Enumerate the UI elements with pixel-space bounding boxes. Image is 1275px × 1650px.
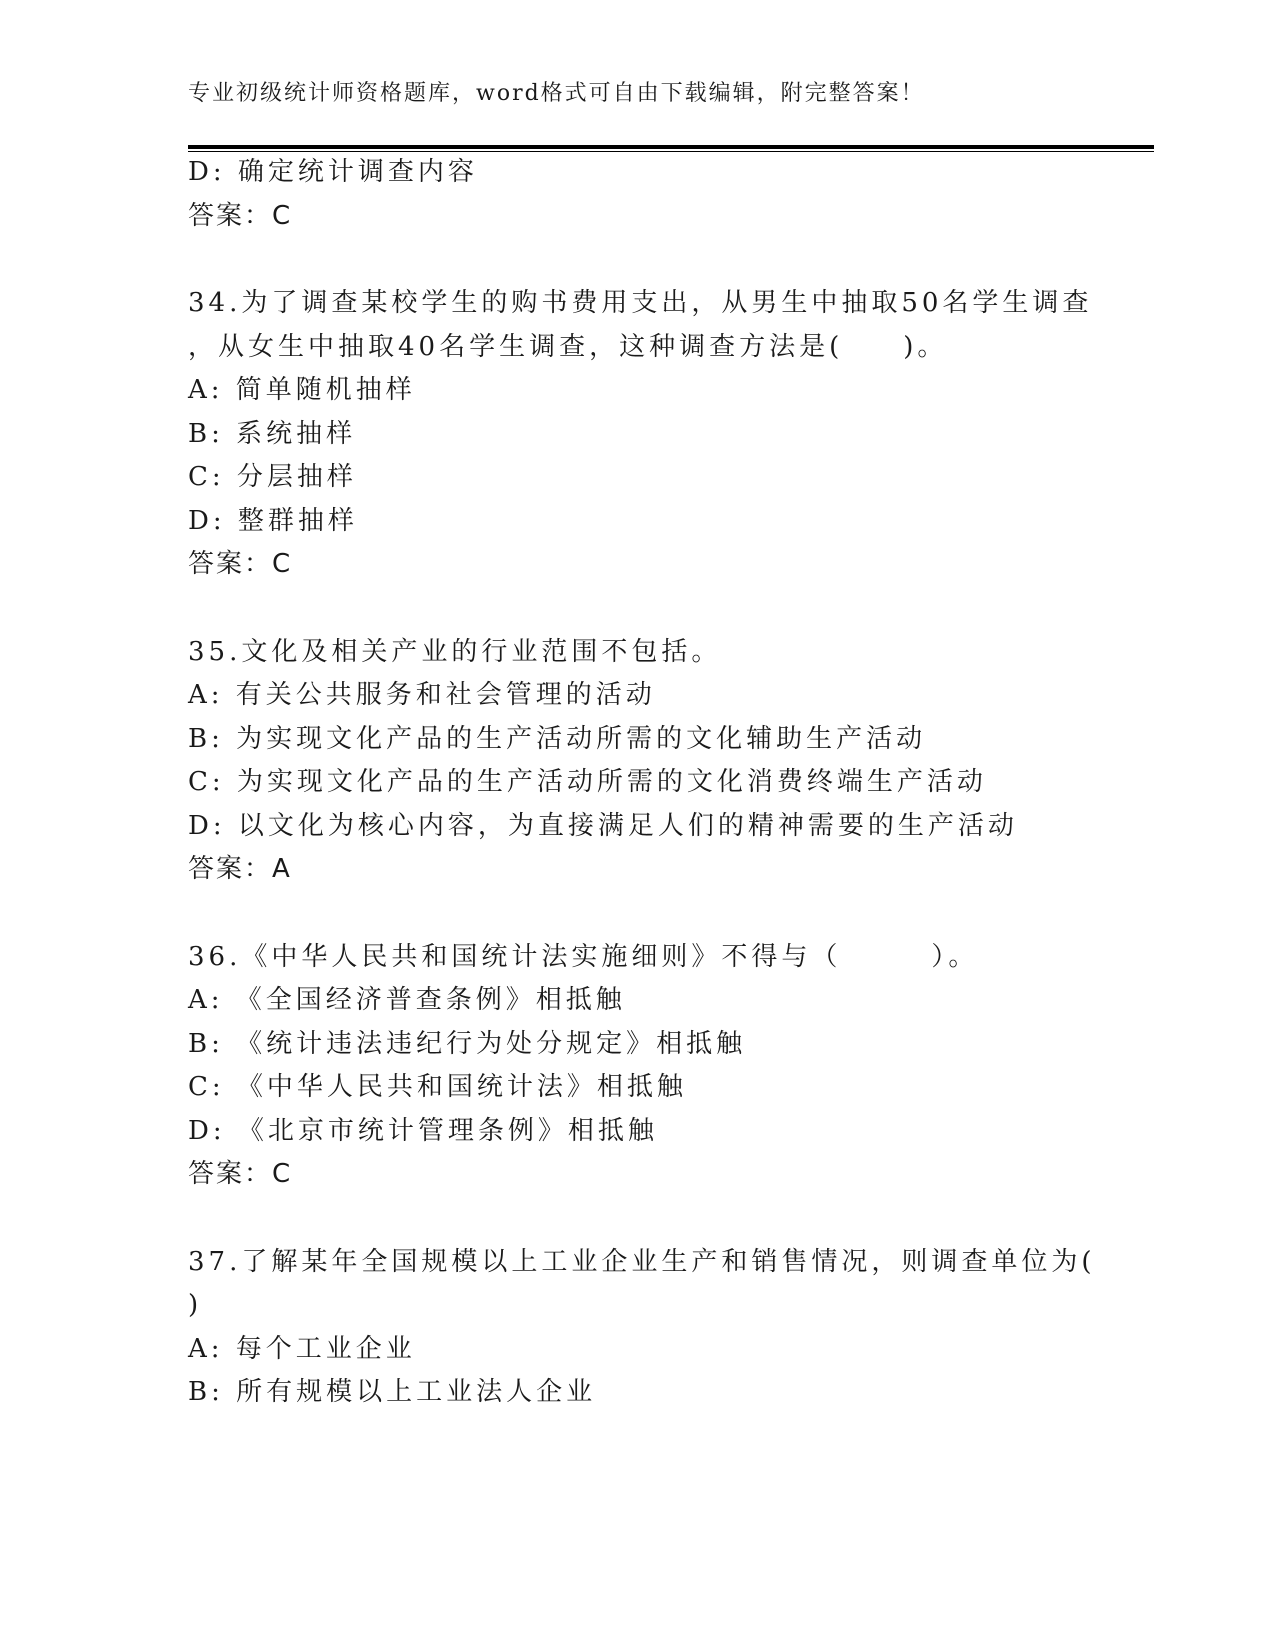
q34-stem-line1: 34.为了调查某校学生的购书费用支出，从男生中抽取50名学生调查 [188,288,1093,318]
q36-option-d: D: 《北京市统计管理条例》相抵触 [188,1116,658,1146]
q37-stem-line1: 37.了解某年全国规模以上工业企业生产和销售情况，则调查单位为( [188,1247,1096,1277]
q35-option-c: C: 为实现文化产品的生产活动所需的文化消费终端生产活动 [188,767,987,797]
q37-stem-line2: ) [188,1290,203,1320]
q35-option-d: D: 以文化为核心内容，为直接满足人们的精神需要的生产活动 [188,811,1018,841]
q35-option-a: A: 有关公共服务和社会管理的活动 [188,680,656,710]
q36-stem: 36.《中华人民共和国统计法实施细则》不得与（ ）。 [188,942,979,972]
q35-stem: 35.文化及相关产业的行业范围不包括。 [188,637,722,667]
q34-stem-line2: ，从女生中抽取40名学生调查，这种调查方法是( )。 [188,332,948,362]
q36-option-a: A: 《全国经济普查条例》相抵触 [188,985,626,1015]
q34-option-b: B: 系统抽样 [188,419,357,449]
header-rule-thin [188,151,1154,152]
q34-option-d: D: 整群抽样 [188,506,358,536]
q34-answer: 答案：C [188,549,293,579]
q35-answer: 答案：A [188,854,292,884]
q36-answer: 答案：C [188,1159,293,1189]
q34-option-a: A: 简单随机抽样 [188,375,416,405]
prev-answer: 答案：C [188,201,293,231]
q34-option-c: C: 分层抽样 [188,462,357,492]
q37-option-b: B: 所有规模以上工业法人企业 [188,1377,597,1407]
prev-option-d: D: 确定统计调查内容 [188,157,478,187]
q35-option-b: B: 为实现文化产品的生产活动所需的文化辅助生产活动 [188,724,927,754]
q36-option-b: B: 《统计违法违纪行为处分规定》相抵触 [188,1029,747,1059]
header-rule-thick [188,145,1154,149]
q37-option-a: A: 每个工业企业 [188,1334,416,1364]
q36-option-c: C: 《中华人民共和国统计法》相抵触 [188,1072,687,1102]
page-header: 专业初级统计师资格题库，word格式可自由下载编辑，附完整答案！ [188,81,925,106]
